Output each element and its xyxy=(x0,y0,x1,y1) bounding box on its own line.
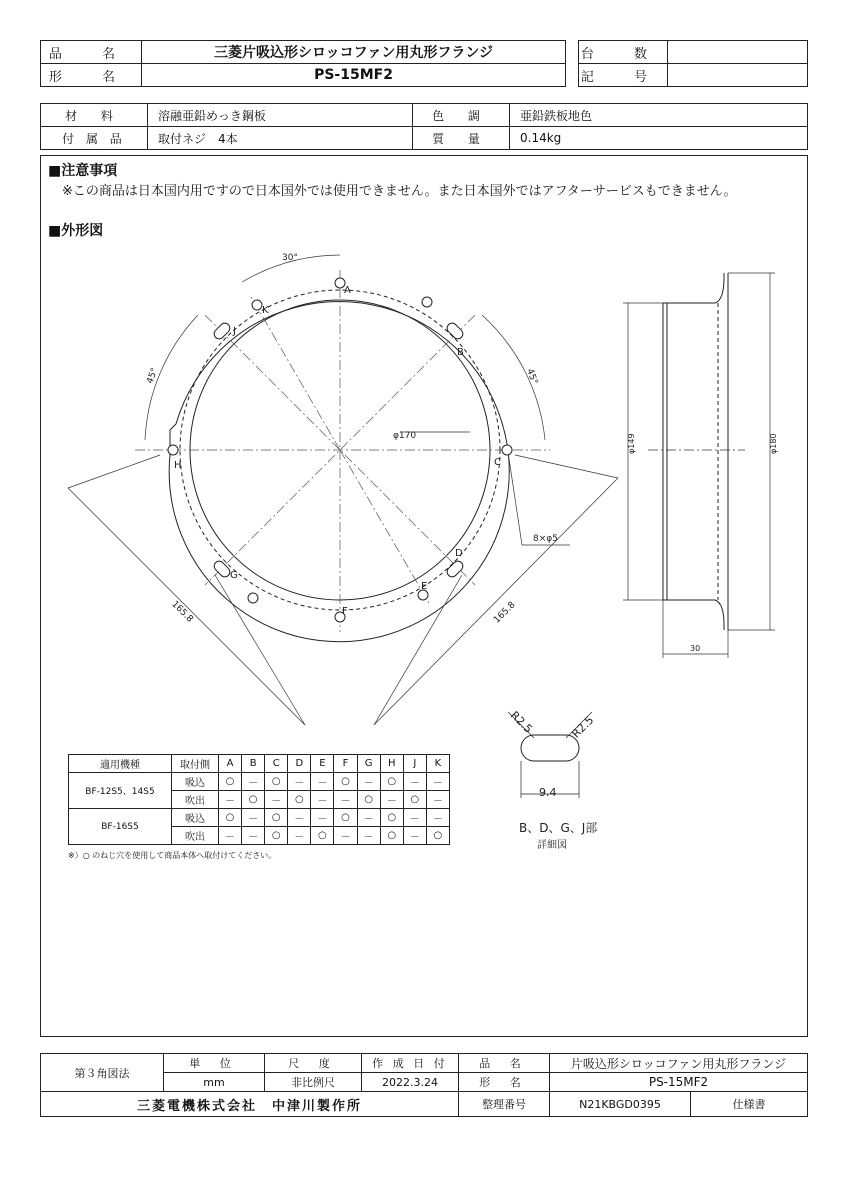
col-h: H xyxy=(380,755,403,773)
cell: － xyxy=(426,791,449,809)
cell: － xyxy=(403,773,426,791)
cell: ○ xyxy=(403,791,426,809)
cell: － xyxy=(357,773,380,791)
cell: － xyxy=(288,827,311,845)
cell: － xyxy=(403,827,426,845)
hole-label-c: C xyxy=(494,457,501,468)
product-name-label: 品 名 xyxy=(41,41,142,64)
slot-b xyxy=(445,321,465,341)
model-label-footer: 形 名 xyxy=(459,1073,550,1092)
center-line-k xyxy=(250,295,340,450)
side-bottom-flange xyxy=(663,600,724,630)
cell: － xyxy=(265,791,288,809)
hole-label-h: H xyxy=(174,460,182,471)
cell: ○ xyxy=(219,809,242,827)
cell: ○ xyxy=(265,773,288,791)
color-label: 色 調 xyxy=(413,104,510,127)
scale-label: 尺 度 xyxy=(265,1054,362,1073)
angle-30-text: 30° xyxy=(282,253,298,263)
ext-line-3 xyxy=(374,575,462,725)
dim-1658-right-line xyxy=(374,478,618,725)
drawing-heading: ■外形図 xyxy=(48,223,104,239)
cell: － xyxy=(242,809,265,827)
angle-45-right-text: 45° xyxy=(524,367,540,386)
title-block xyxy=(40,1053,808,1117)
side-top-flange xyxy=(663,273,724,303)
col-d: D xyxy=(288,755,311,773)
cell: － xyxy=(288,773,311,791)
slot-g xyxy=(212,559,232,579)
hole-extra-1 xyxy=(248,593,258,603)
unit-value: mm xyxy=(164,1073,265,1092)
material-label: 材 料 xyxy=(41,104,148,127)
name-value: 片吸込形シロッコファン用丸形フランジ xyxy=(550,1054,808,1073)
cell: － xyxy=(242,773,265,791)
detail-width-text: 9.4 xyxy=(539,786,557,799)
col-model: 適用機種 xyxy=(69,755,172,773)
cell: － xyxy=(357,809,380,827)
col-j: J xyxy=(403,755,426,773)
accessory-value: 取付ネジ 4本 xyxy=(148,127,413,150)
cell: － xyxy=(242,827,265,845)
cell: ○ xyxy=(357,791,380,809)
angle-45-left-text: 45° xyxy=(145,366,161,386)
cell: ○ xyxy=(288,791,311,809)
detail-r-left-text: R2.5 xyxy=(507,708,535,736)
name-label: 品 名 xyxy=(459,1054,550,1073)
cell: － xyxy=(334,791,357,809)
hole-label-b: B xyxy=(457,347,464,358)
cell: － xyxy=(357,827,380,845)
slot-j xyxy=(212,321,232,341)
col-f: F xyxy=(334,755,357,773)
doc-type: 仕様書 xyxy=(691,1092,808,1117)
dim-1658-left-line xyxy=(68,488,305,725)
cell: ○ xyxy=(380,809,403,827)
dia-170-text: φ170 xyxy=(393,431,417,441)
ref-label: 整理番号 xyxy=(459,1092,550,1117)
col-b: B xyxy=(242,755,265,773)
dim-1658-right-text: 165.8 xyxy=(492,600,518,626)
dia-149-text: φ149 xyxy=(627,433,636,454)
col-k: K xyxy=(426,755,449,773)
hole-label-k: K xyxy=(262,305,269,316)
cell: ○ xyxy=(334,809,357,827)
cell: － xyxy=(311,791,334,809)
model-label: 形 名 xyxy=(41,64,142,87)
row1-model: BF-12S5、14S5 xyxy=(69,773,172,809)
dim-1658-left-text: 165.8 xyxy=(169,599,195,625)
count-label: 台 数 xyxy=(579,41,668,64)
ext-line-1 xyxy=(68,455,160,488)
cell: ○ xyxy=(380,827,403,845)
cell: － xyxy=(219,791,242,809)
ext-line-4 xyxy=(515,455,618,478)
cell: ○ xyxy=(426,827,449,845)
ref-value: N21KBGD0395 xyxy=(550,1092,691,1117)
model-value: PS-15MF2 xyxy=(142,64,566,87)
dia-180-text: φ180 xyxy=(769,433,778,454)
holes-note-text: 8×φ5 xyxy=(533,534,558,544)
detail-caption-1: B、D、G、J部 xyxy=(519,821,598,835)
date-value: 2022.3.24 xyxy=(362,1073,459,1092)
col-g: G xyxy=(357,755,380,773)
table-footnote: ※）○ のねじ穴を使用して商品本体へ取付けてください。 xyxy=(68,851,277,860)
material-value: 溶融亜鉛めっき鋼板 xyxy=(148,104,413,127)
hole-label-d: D xyxy=(455,548,463,559)
detail-slot xyxy=(521,735,579,761)
caution-heading: ■注意事項 xyxy=(48,163,118,179)
cell: ○ xyxy=(380,773,403,791)
row2-intake-label: 吸込 xyxy=(172,809,219,827)
cell: － xyxy=(403,809,426,827)
cell: － xyxy=(426,773,449,791)
ext-line-2 xyxy=(215,575,305,725)
slot-d xyxy=(445,559,465,579)
row1-exhaust-label: 吹出 xyxy=(172,791,219,809)
projection: 第３角図法 xyxy=(41,1054,164,1092)
col-c: C xyxy=(265,755,288,773)
col-side: 取付側 xyxy=(172,755,219,773)
hole-label-j: J xyxy=(233,326,236,337)
date-label: 作 成 日 付 xyxy=(362,1054,459,1073)
leader-holes xyxy=(508,452,522,545)
unit-label: 単 位 xyxy=(164,1054,265,1073)
cell: ○ xyxy=(265,827,288,845)
cell: － xyxy=(334,827,357,845)
depth-30-text: 30 xyxy=(690,644,701,653)
applicable-table xyxy=(68,754,450,845)
hole-k xyxy=(252,300,262,310)
cell: ○ xyxy=(265,809,288,827)
col-e: E xyxy=(311,755,334,773)
caution-text: ※この商品は日本国内用ですので日本国外では使用できません。また日本国外ではアフターサービスもできません。 xyxy=(62,184,737,199)
cell: ○ xyxy=(334,773,357,791)
accessory-label: 付 属 品 xyxy=(41,127,148,150)
scale-value: 非比例尺 xyxy=(265,1073,362,1092)
detail-caption-2: 詳細図 xyxy=(537,840,567,851)
row2-model: BF-16S5 xyxy=(69,809,172,845)
cell: － xyxy=(311,809,334,827)
symbol-label: 記 号 xyxy=(579,64,668,87)
mass-value: 0.14kg xyxy=(510,127,808,150)
detail-r-right-text: R2.5 xyxy=(569,713,597,741)
cell: － xyxy=(426,809,449,827)
mass-label: 質 量 xyxy=(413,127,510,150)
center-line-e xyxy=(340,450,430,605)
cell: － xyxy=(380,791,403,809)
hole-label-e: E xyxy=(421,581,428,592)
hole-h xyxy=(168,445,178,455)
cell: － xyxy=(288,809,311,827)
cell: － xyxy=(219,827,242,845)
model-value-footer: PS-15MF2 xyxy=(550,1073,808,1092)
row1-intake-label: 吸込 xyxy=(172,773,219,791)
row2-exhaust-label: 吹出 xyxy=(172,827,219,845)
hole-extra-2 xyxy=(422,297,432,307)
hole-label-g: G xyxy=(230,570,238,581)
company: 三菱電機株式会社 中津川製作所 xyxy=(41,1092,459,1117)
hole-label-f: F xyxy=(342,606,348,617)
product-name-value: 三菱片吸込形シロッコファン用丸形フランジ xyxy=(142,41,566,64)
color-value: 亜鉛鉄板地色 xyxy=(510,104,808,127)
hole-label-a: A xyxy=(344,285,351,296)
cell: － xyxy=(311,773,334,791)
cell: ○ xyxy=(219,773,242,791)
cell: ○ xyxy=(242,791,265,809)
cell: ○ xyxy=(311,827,334,845)
col-a: A xyxy=(219,755,242,773)
hole-c xyxy=(502,445,512,455)
